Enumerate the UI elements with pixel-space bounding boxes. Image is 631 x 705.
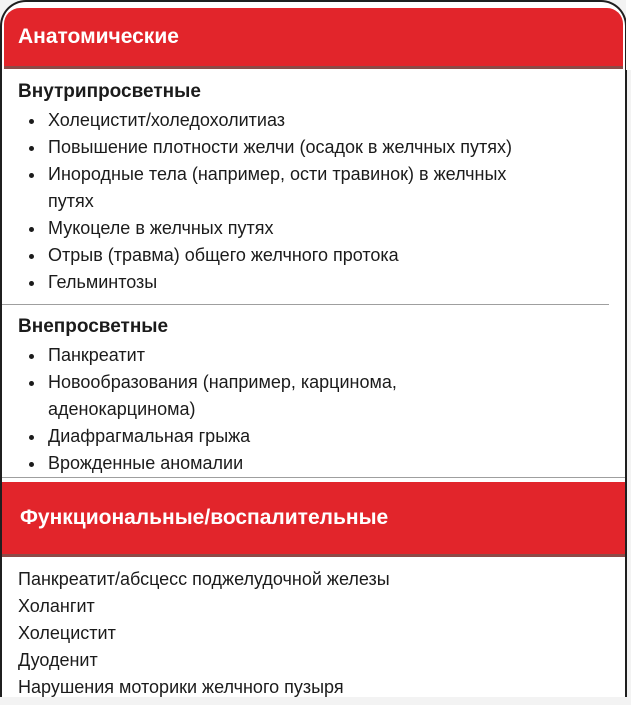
subheading-extraluminal: Внепросветные (18, 316, 169, 337)
section-body-anatomical (2, 69, 625, 477)
section-body-functional (2, 557, 625, 697)
functional-list-item: Панкреатит/абсцесс поджелудочной железы (18, 569, 390, 589)
intraluminal-list-item: • Мукоцеле в желчных путях (46, 215, 516, 242)
intraluminal-list-item: • Холецистит/холедохолитиаз (46, 107, 516, 134)
section-header-anatomical-label: Анатомические (18, 25, 179, 48)
intraluminal-list (18, 107, 516, 296)
pre-header-divider (2, 477, 625, 478)
intraluminal-list-item: • Инородные тела (например, ости травинок) в желчных путях (46, 161, 516, 215)
functional-list-item: Дуоденит (18, 650, 98, 670)
extraluminal-list-item: • Панкреатит (46, 342, 516, 369)
extraluminal-list-item: • Новообразования (например, карцинома, аденокарцинома) (46, 369, 516, 423)
functional-list-item: Холецистит (18, 623, 116, 643)
subheading-intraluminal: Внутрипросветные (18, 81, 201, 102)
functional-list-item: Холангит (18, 596, 95, 616)
section-header-functional-label: Функциональные/воспалительные (20, 506, 389, 529)
functional-list-item: Нарушения моторики желчного пузыря (18, 677, 344, 697)
extraluminal-list-item: • Диафрагмальная грыжа (46, 423, 516, 450)
intraluminal-list-item: • Гельминтозы (46, 269, 516, 296)
extraluminal-list-item: • Врожденные аномалии (46, 450, 516, 477)
intraluminal-list-item: • Повышение плотности желчи (осадок в желчных путях) (46, 134, 516, 161)
section-header-anatomical (4, 8, 623, 69)
page-corner-patch (626, 0, 631, 70)
intraluminal-list-item: • Отрыв (травма) общего желчного протока (46, 242, 516, 269)
functional-list (18, 566, 609, 697)
extraluminal-list (18, 342, 516, 477)
section-divider (2, 304, 609, 305)
section-header-functional (2, 482, 625, 557)
